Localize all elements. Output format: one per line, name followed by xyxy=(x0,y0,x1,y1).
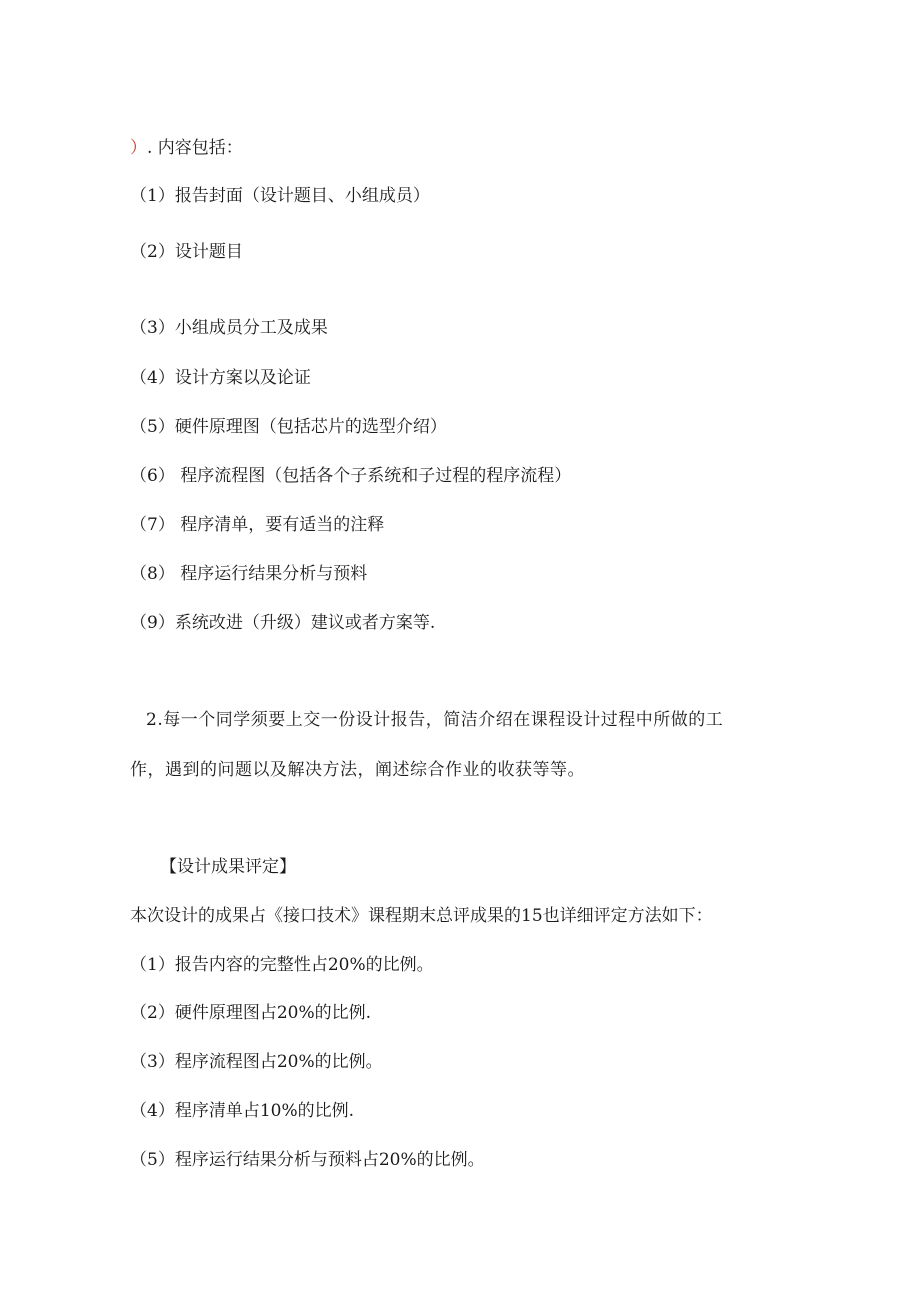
heading-mark: ） xyxy=(130,138,147,158)
evaluation-item: （1）报告内容的完整性占20%的比例。 xyxy=(130,955,434,975)
evaluation-item: （3）程序流程图占20%的比例。 xyxy=(130,1052,383,1072)
report-paragraph-line-2: 作，遇到的问题以及解决方法，阐述综合作业的收获等等。 xyxy=(130,760,585,780)
contents-item: （7） 程序清单，要有适当的注释 xyxy=(130,515,385,535)
contents-item: （3）小组成员分工及成果 xyxy=(130,318,328,338)
evaluation-intro: 本次设计的成果占《接口技术》课程期末总评成果的15也详细评定方法如下： xyxy=(130,906,713,926)
evaluation-item: （2）硬件原理图占20%的比例. xyxy=(130,1003,372,1023)
evaluation-item: （5）程序运行结果分析与预料占20%的比例。 xyxy=(130,1150,485,1170)
contents-item: （2）设计题目 xyxy=(130,242,243,262)
contents-item: （4）设计方案以及论证 xyxy=(130,368,311,388)
contents-item: （8） 程序运行结果分析与预料 xyxy=(130,564,368,584)
evaluation-title: 【设计成果评定】 xyxy=(160,857,296,877)
evaluation-item: （4）程序清单占10%的比例. xyxy=(130,1101,355,1121)
contents-item: （5）硬件原理图（包括芯片的选型介绍） xyxy=(130,417,447,437)
contents-item: （1）报告封面（设计题目、小组成员） xyxy=(130,186,430,206)
contents-item: （9）系统改进（升级）建议或者方案等. xyxy=(130,613,436,633)
heading-text: . 内容包括： xyxy=(147,138,243,158)
report-paragraph-line-1: 2.每一个同学须要上交一份设计报告，简洁介绍在课程设计过程中所做的工 xyxy=(146,710,724,730)
contents-item: （6） 程序流程图（包括各个子系统和子过程的程序流程） xyxy=(130,466,572,486)
contents-heading xyxy=(130,136,243,160)
